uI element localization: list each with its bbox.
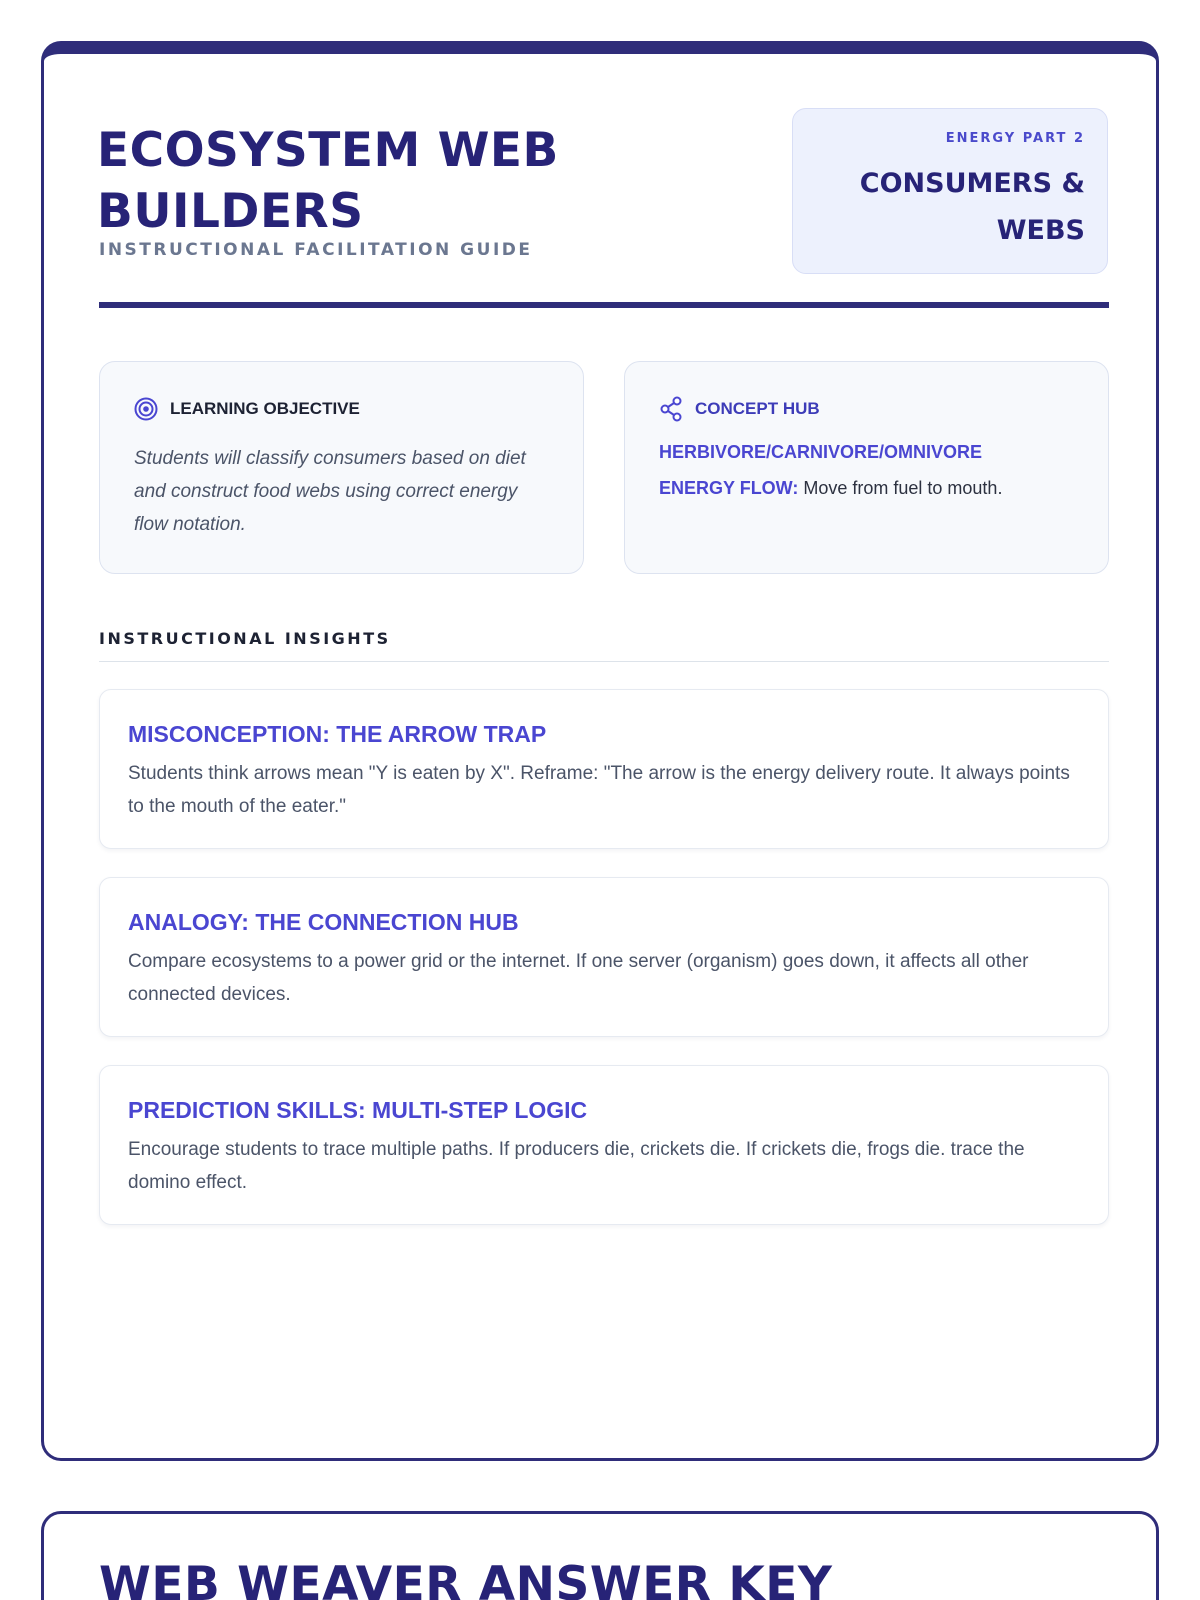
share-nodes-icon bbox=[659, 396, 683, 422]
target-icon bbox=[134, 397, 158, 421]
page-title bbox=[97, 120, 559, 242]
insight-title: ANALOGY: THE CONNECTION HUB bbox=[128, 909, 519, 935]
answer-key-card bbox=[41, 1511, 1159, 1600]
insight-text: Encourage students to trace multiple paths. If producers die, crickets die. If crickets die, frogs die. trace the domino effect. bbox=[128, 1139, 1025, 1193]
insight-title: PREDICTION SKILLS: MULTI-STEP LOGIC bbox=[128, 1097, 588, 1123]
title-line-1: ECOSYSTEM WEB bbox=[97, 123, 559, 178]
lesson-badge bbox=[792, 108, 1108, 274]
learning-objective-box bbox=[99, 361, 584, 574]
badge-title bbox=[793, 160, 1085, 254]
insight-card-analogy bbox=[99, 877, 1109, 1037]
concept-hub-label: CONCEPT HUB bbox=[695, 399, 820, 418]
badge-title-line-2: WEBS bbox=[996, 215, 1085, 246]
concept-hub-header bbox=[659, 396, 1074, 422]
energy-flow-line bbox=[659, 478, 1074, 499]
learning-objective-text: Students will classify consumers based on diet and construct food webs using correct energy flow notation. bbox=[134, 448, 526, 535]
insight-text: Students think arrows mean "Y is eaten by X". Reframe: "The arrow is the energy delivery route. It always points to the mouth of the eater." bbox=[128, 763, 1070, 817]
learning-objective-label: LEARNING OBJECTIVE bbox=[170, 399, 360, 418]
facilitation-guide-card bbox=[41, 41, 1159, 1461]
badge-eyebrow: ENERGY PART 2 bbox=[945, 131, 1085, 146]
answer-key-title: WEB WEAVER ANSWER KEY bbox=[99, 1557, 833, 1600]
consumer-types: HERBIVORE/CARNIVORE/OMNIVORE bbox=[659, 442, 983, 462]
badge-title-line-1: CONSUMERS & bbox=[859, 168, 1085, 199]
title-line-2: BUILDERS bbox=[97, 184, 364, 239]
concept-hub-box bbox=[624, 361, 1109, 574]
insight-text: Compare ecosystems to a power grid or the internet. If one server (organism) goes down, it affects all other connected devices. bbox=[128, 951, 1029, 1005]
insights-divider bbox=[99, 661, 1109, 662]
energy-flow-value: Move from fuel to mouth. bbox=[803, 478, 1003, 498]
insight-card-misconception bbox=[99, 689, 1109, 849]
learning-objective-header bbox=[134, 396, 549, 422]
insight-title: MISCONCEPTION: THE ARROW TRAP bbox=[128, 721, 547, 747]
insight-card-prediction bbox=[99, 1065, 1109, 1225]
page-subtitle: INSTRUCTIONAL FACILITATION GUIDE bbox=[99, 240, 533, 260]
energy-flow-key: ENERGY FLOW: bbox=[659, 478, 799, 498]
insights-heading: INSTRUCTIONAL INSIGHTS bbox=[99, 629, 391, 648]
header-divider bbox=[99, 302, 1109, 308]
